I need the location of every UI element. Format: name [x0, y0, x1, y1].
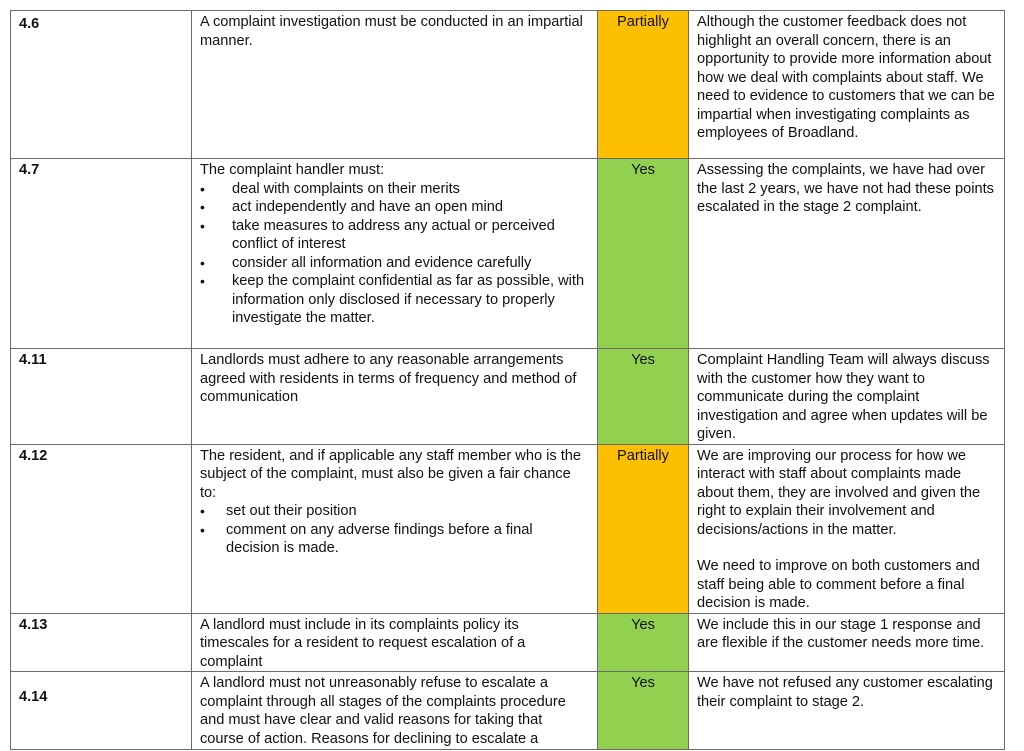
comment-cell	[689, 613, 1005, 672]
comment-text: We have not refused any customer escalating their complaint to stage 2.	[697, 675, 993, 710]
requirement-cell	[192, 349, 598, 445]
table-row	[11, 159, 1005, 349]
status-badge: Partially	[598, 444, 689, 613]
requirement-cell	[192, 613, 598, 672]
requirement-text: A landlord must not unreasonably refuse to escalate a complaint through all stages of the complaints procedure and must have clear and valid reasons for taking that course of action. Reasons for declining to escalate a	[200, 675, 566, 747]
requirement-cell	[192, 159, 598, 349]
list-item: • take measures to address any actual or perceived conflict of interest	[232, 217, 589, 254]
requirement-cell	[192, 444, 598, 613]
requirement-text: The resident, and if applicable any staff member who is the subject of the complaint, must also be given a fair chance to:	[200, 447, 581, 501]
comment-cell	[689, 349, 1005, 445]
table-row	[11, 11, 1005, 159]
status-badge: Yes	[598, 672, 689, 750]
clause-ref: 4.6	[11, 11, 192, 159]
table-row	[11, 349, 1005, 445]
comment-cell	[689, 11, 1005, 159]
table-row	[11, 613, 1005, 672]
list-item: • deal with complaints on their merits	[232, 180, 589, 199]
comment-text: We need to improve on both customers and staff being able to comment before a final decision is made.	[697, 558, 980, 611]
status-badge: Partially	[598, 11, 689, 159]
comment-text: We are improving our process for how we interact with staff about complaints made about them, they are involved and given the right to explain their involvement and decisions/actions in the matter.	[697, 447, 981, 538]
list-item: • act independently and have an open mind	[232, 198, 589, 217]
comment-text: Assessing the complaints, we have had over the last 2 years, we have not had these points escalated in the stage 2 complaint.	[697, 162, 994, 215]
requirement-text: A complaint investigation must be conducted in an impartial manner.	[200, 14, 583, 49]
comment-cell	[689, 672, 1005, 750]
requirement-cell	[192, 11, 598, 159]
clause-ref: 4.14	[11, 672, 192, 750]
status-badge: Yes	[598, 613, 689, 672]
comment-text: Complaint Handling Team will always discuss with the customer how they want to communicate during the complaint investigation and agree when updates will be given.	[697, 352, 990, 442]
table-row	[11, 672, 1005, 750]
compliance-table	[10, 10, 1005, 750]
requirement-text: Landlords must adhere to any reasonable arrangements agreed with residents in terms of frequency and method of communication	[200, 352, 577, 405]
requirement-bullets	[200, 502, 589, 558]
requirement-text: The complaint handler must:	[200, 162, 385, 178]
comment-cell	[689, 444, 1005, 613]
paragraph-gap	[697, 539, 996, 557]
requirement-cell	[192, 672, 598, 750]
clause-ref: 4.13	[11, 613, 192, 672]
status-badge: Yes	[598, 159, 689, 349]
clause-ref: 4.12	[11, 444, 192, 613]
clause-ref: 4.11	[11, 349, 192, 445]
requirement-text: A landlord must include in its complaints policy its timescales for a resident to request escalation of a complaint	[200, 616, 526, 670]
table-row	[11, 444, 1005, 613]
list-item: • keep the complaint confidential as far as possible, with information only disclosed if necessary to properly investigate the matter.	[232, 272, 589, 328]
comment-text: We include this in our stage 1 response and are flexible if the customer needs more time.	[697, 616, 985, 651]
requirement-bullets	[200, 180, 589, 328]
list-item: • comment on any adverse findings before a final decision is made.	[226, 521, 589, 558]
status-badge: Yes	[598, 349, 689, 445]
comment-cell	[689, 159, 1005, 349]
list-item: • set out their position	[226, 502, 589, 521]
comment-text: Although the customer feedback does not highlight an overall concern, there is an opportunity to provide more information about how we deal with complaints about staff. We need to evidence to customers that we can be impartial when investigating complaints as employees of Broadland.	[697, 14, 995, 141]
list-item: • consider all information and evidence carefully	[232, 254, 589, 273]
clause-ref: 4.7	[11, 159, 192, 349]
